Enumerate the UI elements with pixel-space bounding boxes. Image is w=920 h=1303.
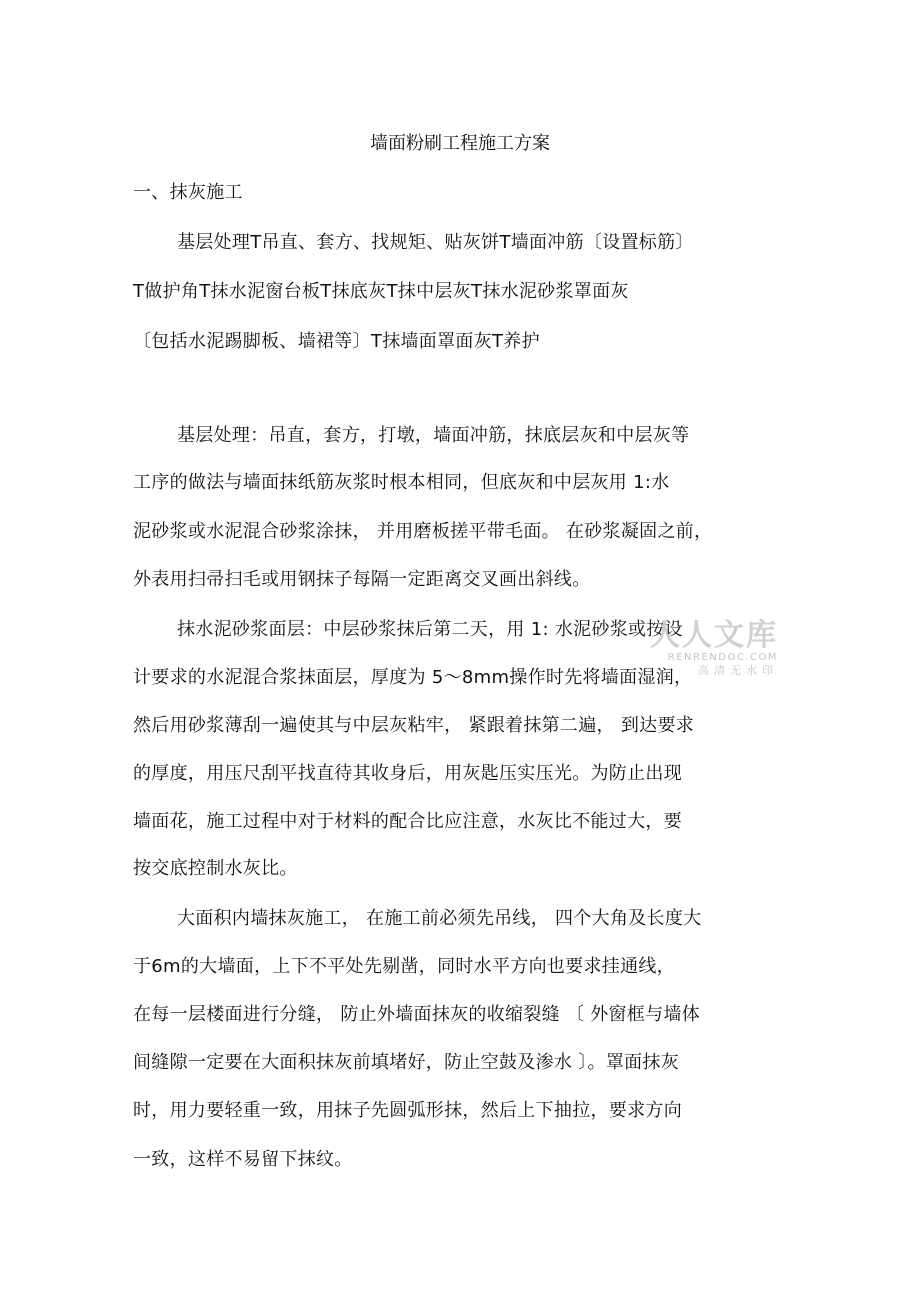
flow-line-2: T做护角T抹水泥窗台板T抹底灰T抹中层灰T抹水泥砂浆罩面灰 xyxy=(133,281,629,302)
paragraph2-line-5: 墙面花，施工过程中对于材料的配合比应注意，水灰比不能过大，要 xyxy=(133,811,682,832)
watermark-domain: RENRENDOC.COM xyxy=(667,652,778,663)
flow-line-1: 基层处理T吊直、套方、找规矩、贴灰饼T墙面冲筋〔设置标筋〕 xyxy=(177,232,694,253)
paragraph2-line-4: 的厚度，用压尺刮平找直待其收身后，用灰匙压实压光。为防止出现 xyxy=(133,763,682,784)
paragraph3-line-4: 间缝隙一定要在大面积抹灰前填堵好，防止空鼓及渗水 〕。罩面抹灰 xyxy=(133,1052,680,1073)
paragraph2-line-1: 抹水泥砂浆面层：中层砂浆抹后第二天，用 1: 水泥砂浆或按设 xyxy=(177,619,683,640)
paragraph2-line-3: 然后用砂浆薄刮一遍使其与中层灰粘牢， 紧跟着抹第二遍， 到达要求 xyxy=(133,715,695,736)
section-heading: 一、抹灰施工 xyxy=(133,182,243,203)
paragraph1-line-4: 外表用扫帚扫毛或用钢抹子每隔一定距离交叉画出斜线。 xyxy=(133,569,591,590)
page-title: 墙面粉刷工程施工方案 xyxy=(370,133,550,154)
watermark-tagline: 高清无水印 xyxy=(698,664,778,677)
paragraph3-line-1: 大面积内墙抹灰施工， 在施工前必须先吊线， 四个大角及长度大 xyxy=(177,908,702,929)
paragraph1-line-1: 基层处理：吊直，套方，打墩，墙面冲筋，抹底层灰和中层灰等 xyxy=(177,425,690,446)
paragraph1-line-3: 泥砂浆或水泥混合砂浆涂抹， 并用磨板搓平带毛面。 在砂浆凝固之前， xyxy=(133,521,713,542)
paragraph3-line-6: 一致，这样不易留下抹纹。 xyxy=(133,1149,353,1170)
paragraph3-line-5: 时，用力要轻重一致，用抹子先圆弧形抹，然后上下抽拉，要求方向 xyxy=(133,1100,682,1121)
paragraph2-line-6: 按交底控制水灰比。 xyxy=(133,858,298,879)
paragraph1-line-2: 工序的做法与墙面抹纸筋灰浆时根本相同，但底灰和中层灰用 1:水 xyxy=(133,472,670,493)
paragraph3-line-3: 在每一层楼面进行分缝， 防止外墙面抹灰的收缩裂缝 〔 外窗框与墙体 xyxy=(133,1004,701,1025)
flow-line-3: 〔包括水泥踢脚板、墙裙等〕T抹墙面罩面灰T养护 xyxy=(133,331,540,352)
paragraph3-line-2: 于6m的大墙面，上下不平处先剔凿，同时水平方向也要求挂通线， xyxy=(133,956,675,977)
watermark xyxy=(648,620,778,678)
watermark-logo: 人人文库 xyxy=(650,618,778,653)
paragraph2-line-2: 计要求的水泥混合浆抹面层，厚度为 5～8mm操作时先将墙面湿润， xyxy=(133,667,693,688)
